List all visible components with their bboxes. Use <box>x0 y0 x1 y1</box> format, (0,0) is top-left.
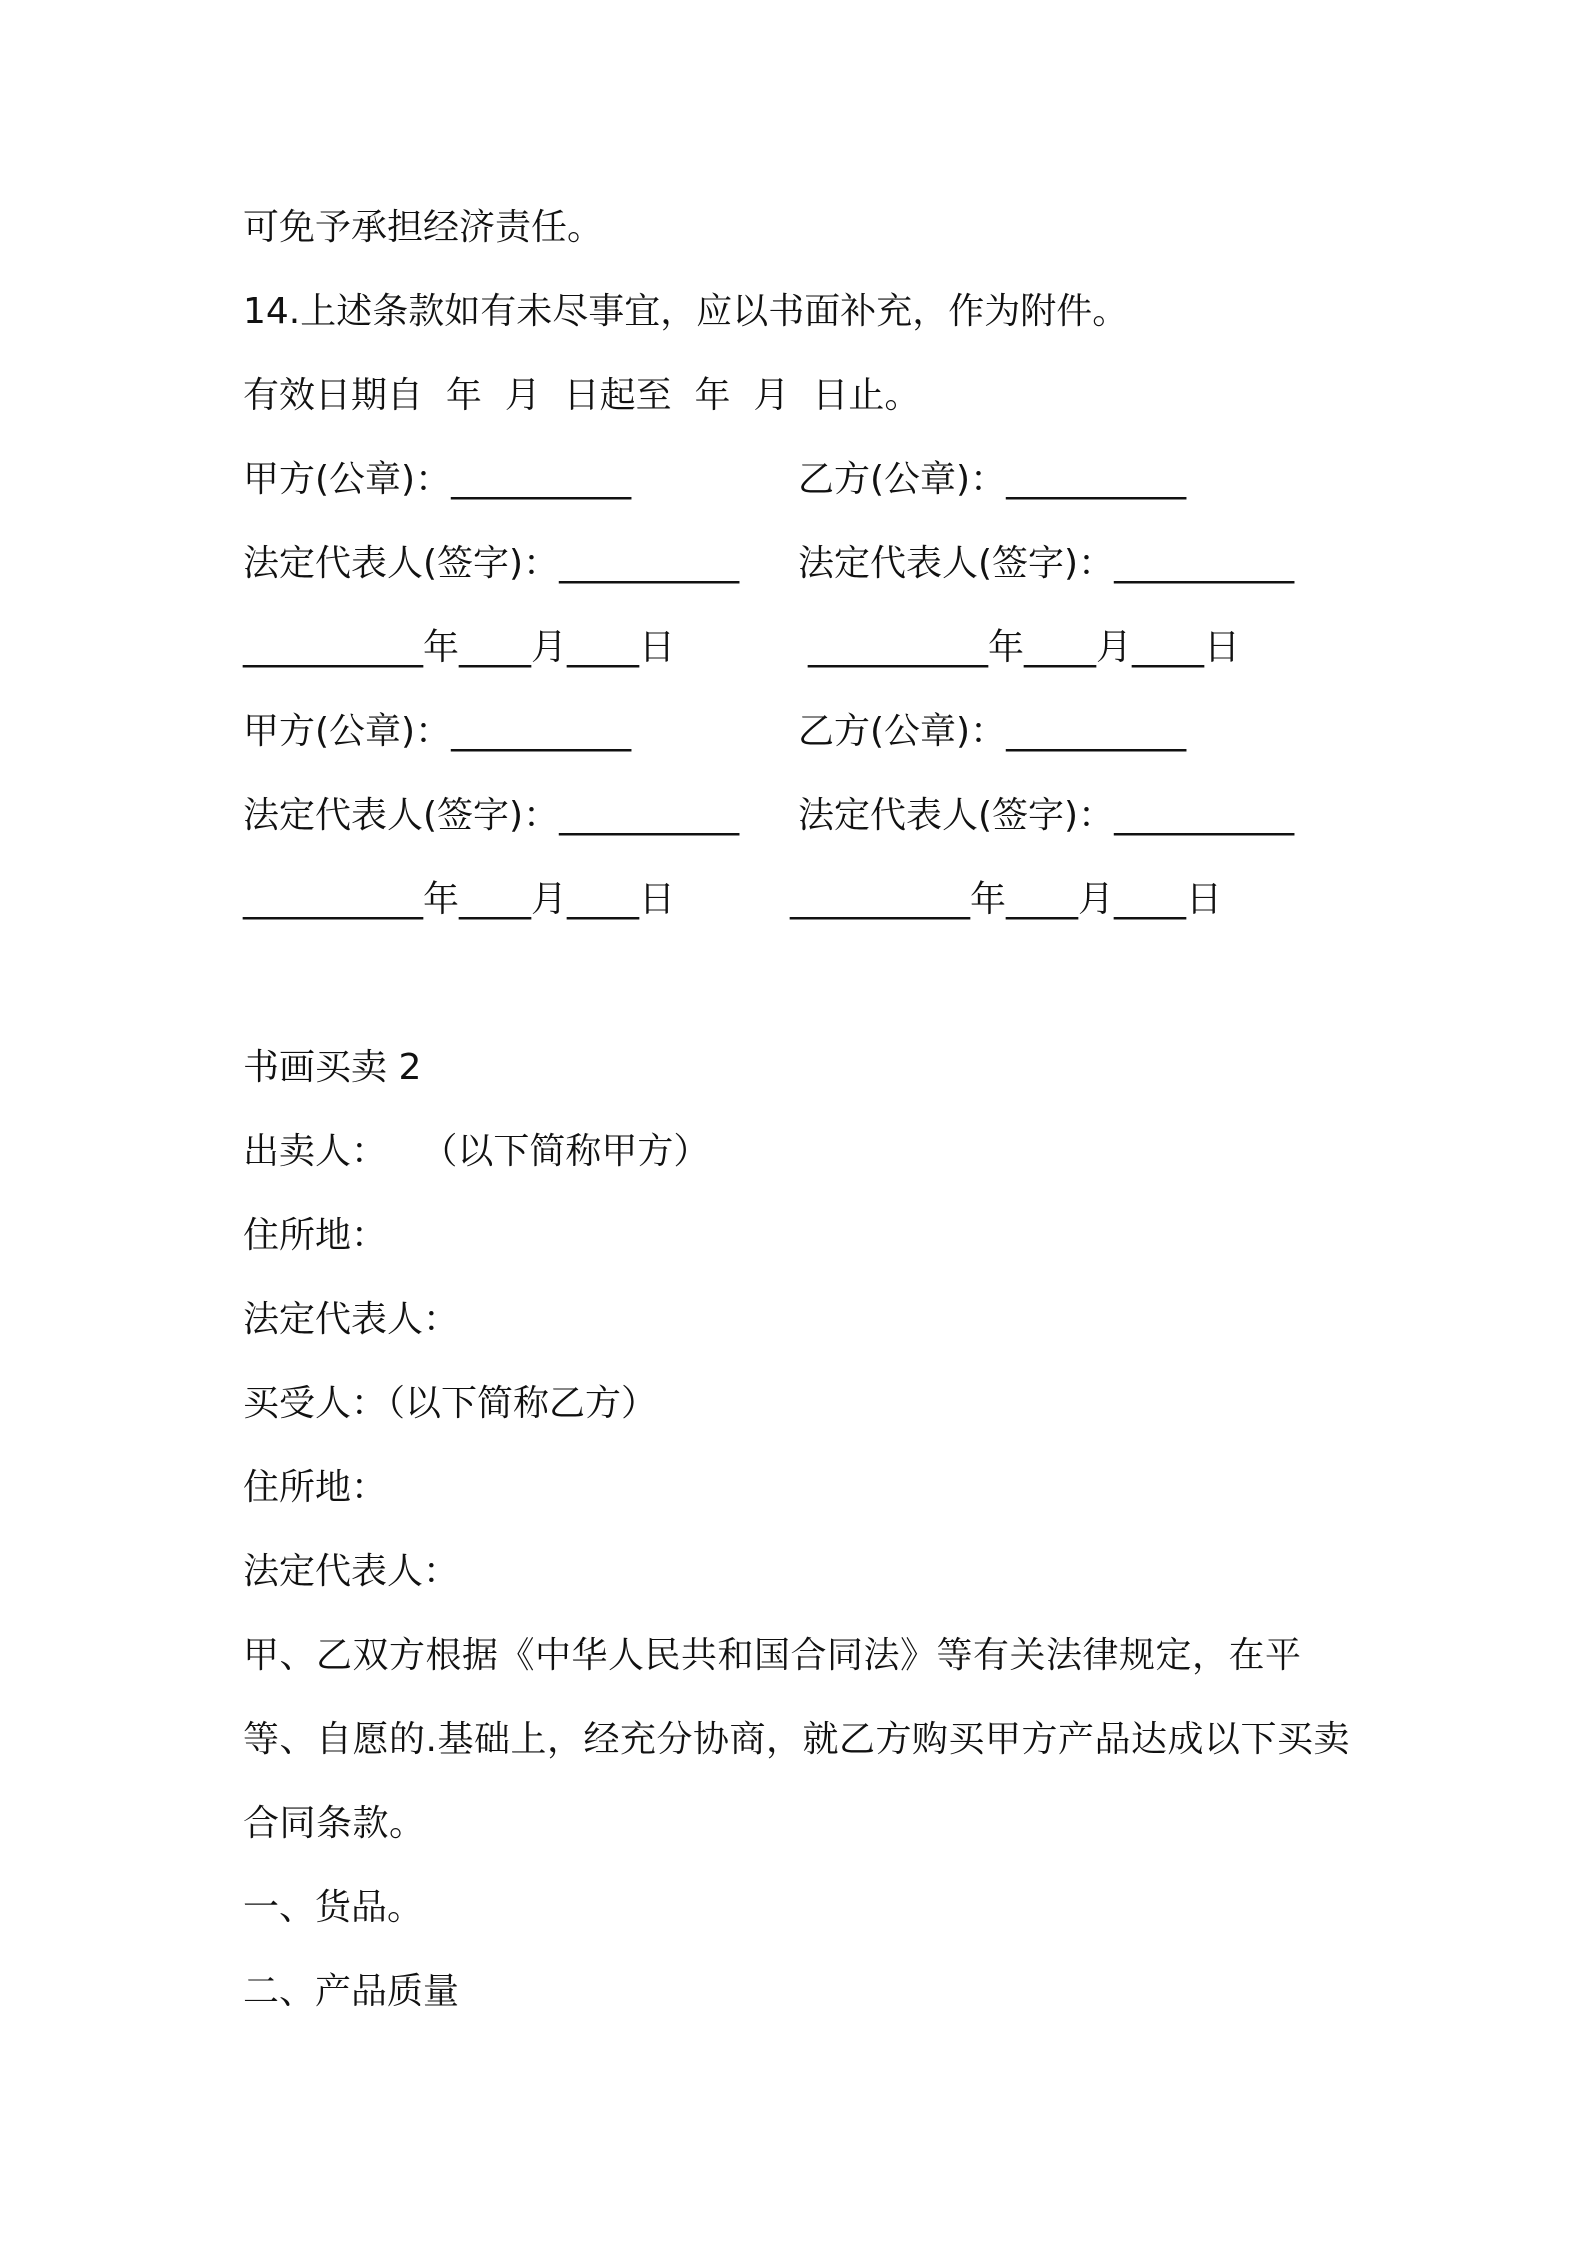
party-a-rep-field: 法定代表人(签字)：__________ <box>243 795 740 836</box>
buyer-rep-line: 法定代表人： <box>243 1551 460 1592</box>
party-a-date-field: __________年____月____日 <box>243 627 675 668</box>
section-title: 书画买卖 2 <box>243 1047 422 1088</box>
clause-14: 14.上述条款如有未尽事宜，应以书面补充，作为附件。 <box>243 291 1129 332</box>
party-b-seal-field: 乙方(公章)：__________ <box>798 459 1187 500</box>
party-b-rep-field: 法定代表人(签字)：__________ <box>798 543 1295 584</box>
text-line: 可免予承担经济责任。 <box>243 207 604 248</box>
party-a-rep-field: 法定代表人(签字)：__________ <box>243 543 740 584</box>
seller-line: 出卖人： （以下简称甲方） <box>243 1131 710 1172</box>
party-b-seal-field: 乙方(公章)：__________ <box>798 711 1187 752</box>
party-a-seal-field: 甲方(公章)：__________ <box>243 459 632 500</box>
buyer-address-line: 住所地： <box>243 1467 388 1508</box>
intro-paragraph: 甲、乙双方根据《中华人民共和国合同法》等有关法律规定，在平等、自愿的.基础上，经充分协商，就乙方购买甲方产品达成以下买卖合同条款。 <box>243 1635 1350 1844</box>
clause-heading: 一、货品。 <box>243 1887 424 1928</box>
party-a-seal-field: 甲方(公章)：__________ <box>243 711 632 752</box>
party-b-rep-field: 法定代表人(签字)：__________ <box>798 795 1295 836</box>
seller-rep-line: 法定代表人： <box>243 1299 460 1340</box>
effective-date-line: 有效日期自 年 月 日起至 年 月 日止。 <box>243 375 921 416</box>
party-b-date-field: __________年____月____日 <box>808 627 1240 668</box>
seller-address-line: 住所地： <box>243 1215 388 1256</box>
party-a-date-field: __________年____月____日 <box>243 879 675 920</box>
party-b-date-field: __________年____月____日 <box>790 879 1222 920</box>
clause-heading: 二、产品质量 <box>243 1971 460 2012</box>
buyer-line: 买受人：（以下简称乙方） <box>243 1383 658 1424</box>
